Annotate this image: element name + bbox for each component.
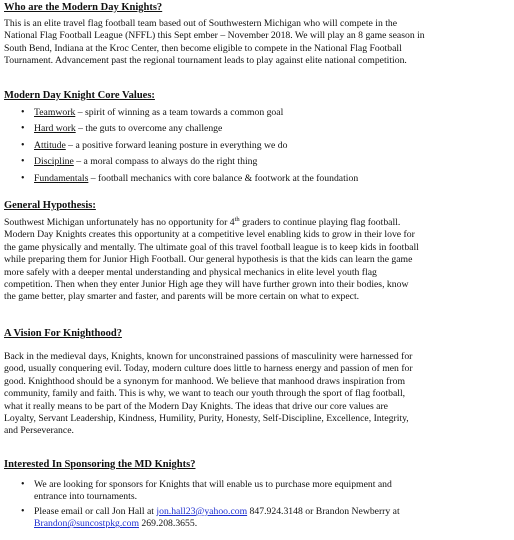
sponsor-item-line: entrance into tournaments.	[34, 491, 138, 503]
core-value-term: Fundamentals	[34, 172, 89, 184]
contact-text: 847.924.3148 or Brandon Newberry at	[247, 505, 400, 517]
hypothesis-line: Modern Day Knights creates this opportunity at a competitive level enabling kids to grow in their love for	[4, 229, 415, 241]
hypothesis-line: while preparing them for Junior High Football. Our general hypothesis is that the kids can learn the game	[4, 254, 413, 266]
vision-line: good, usually conquering evil. Today, modern culture does little to harness energy and passion of men for	[4, 363, 413, 375]
core-value-term: Hard work	[34, 123, 76, 135]
vision-line: what it really means to be part of the Modern Day Knights. The ideas that drive our core values are	[4, 400, 388, 412]
vision-paragraph	[4, 351, 512, 438]
heading-who: Who are the Modern Day Knights?	[4, 2, 163, 13]
core-value-item	[4, 156, 512, 168]
vision-line: and Perseverance.	[4, 425, 74, 437]
core-value-item	[4, 173, 512, 185]
section-core-values	[4, 89, 512, 185]
hypothesis-line: the game physically and mentally. The ultimate goal of this travel football league is to keep kids in football	[4, 241, 419, 253]
contact-text: Please email or call Jon Hall at	[34, 505, 157, 517]
heading-vision: A Vision For Knighthood?	[4, 328, 122, 339]
hypothesis-paragraph	[4, 217, 512, 304]
who-line-2: National Flag Football League (NFFL) this Sept ember – November 2018. We will play an 8 game season in	[4, 30, 425, 42]
hypothesis-line: the game better, play smarter and faster, and parents will be more certain on what to expect.	[4, 291, 360, 303]
core-value-item	[4, 140, 512, 152]
section-vision	[4, 327, 512, 438]
email-link-brandon[interactable]: Brandon@suncostpkg.com	[34, 518, 139, 530]
email-link-jon-hall[interactable]: jon.hall23@yahoo.com	[156, 505, 248, 517]
contact-text: 269.208.3655.	[138, 518, 198, 530]
core-value-desc: – football mechanics with core balance & footwork at the foundation	[88, 172, 359, 184]
core-value-desc: – a moral compass to always do the right thing	[73, 156, 258, 168]
vision-line: good. Knighthood should be a synonym for manhood. We believe that manhood draws inspiration from	[4, 375, 406, 387]
sponsor-item	[4, 506, 512, 531]
section-sponsor	[4, 458, 512, 531]
sponsor-list	[4, 479, 512, 531]
core-value-term: Attitude	[34, 139, 66, 151]
who-line-1: This is an elite travel flag football team based out of Southwestern Michigan who will compete in the	[4, 18, 398, 29]
vision-line: Loyalty, Servant Leadership, Kindness, Humility, Purity, Honesty, Self-Discipline, Excellence, Integrity,	[4, 413, 409, 425]
core-value-term: Teamwork	[34, 107, 76, 118]
core-value-item	[4, 123, 512, 135]
hypothesis-line-1-post: graders to continue playing flag football.	[239, 217, 401, 228]
heading-core-values: Modern Day Knight Core Values:	[4, 90, 155, 101]
sponsor-item-line: We are looking for sponsors for Knights that will enable us to purchase more equipment and	[34, 479, 392, 490]
hypothesis-line: competition. Then when they enter Junior High age they will have further grown into their bodies, know	[4, 279, 409, 291]
vision-line: community, family and faith. This is why, we want to teach our youth through the sport of flag football,	[4, 388, 406, 400]
core-value-desc: – the guts to overcome any challenge	[75, 123, 223, 135]
core-values-list	[4, 107, 512, 185]
section-hypothesis	[4, 199, 512, 304]
section-who	[4, 1, 512, 68]
who-paragraph	[4, 18, 512, 68]
sponsor-item	[4, 479, 512, 504]
core-value-term: Discipline	[34, 156, 74, 168]
hypothesis-line-1-pre: Southwest Michigan unfortunately has no opportunity for 4	[4, 217, 235, 228]
hypothesis-line: more safely with a deeper mental understanding and physical mechanics in elite level youth flag	[4, 266, 377, 278]
who-line-3: South Bend, Indiana at the Kroc Center, then become eligible to compete in the National Flag Football	[4, 42, 402, 54]
ordinal-suffix: th	[234, 216, 240, 223]
who-line-4: Tournament. Advancement past the regional tournament leads to play against elite national competition.	[4, 55, 407, 67]
vision-line: Back in the medieval days, Knights, known for unconstrained passions of masculinity were harnessed for	[4, 351, 413, 362]
core-value-item	[4, 107, 512, 119]
core-value-desc: – a positive forward leaning posture in everything we do	[65, 139, 288, 151]
core-value-desc: – spirit of winning as a team towards a common goal	[75, 107, 284, 118]
heading-sponsor: Interested In Sponsoring the MD Knights?	[4, 459, 196, 470]
heading-hypothesis: General Hypothesis:	[4, 200, 96, 211]
